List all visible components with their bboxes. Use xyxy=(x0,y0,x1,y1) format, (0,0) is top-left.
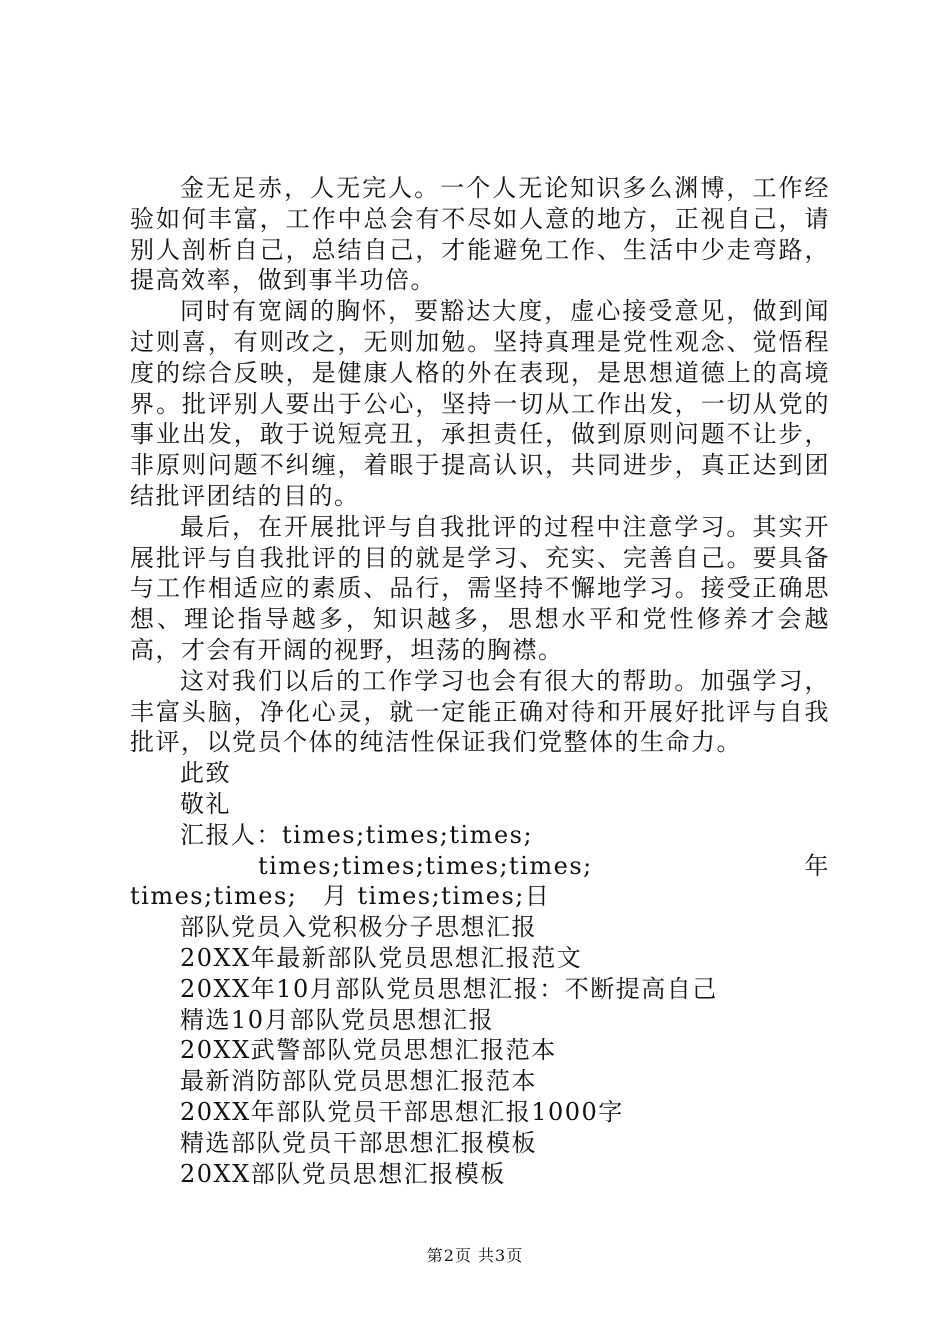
related-link-4[interactable]: 精选10月部队党员思想汇报 xyxy=(180,1005,495,1034)
paragraph-2: 同时有宽阔的胸怀，要豁达大度，虚心接受意见，做到闻过则喜，有则改之，无则加勉。坚持真理是党性观念、觉悟程度的综合反映，是健康人格的外在表现，是思想道德上的高境界。批评别人要出于公心，坚持一切从工作出发，一切从党的事业出发，敢于说短亮丑，承担责任，做到原则问题不让步，非原则问题不纠缠，着眼于提高认识，共同进步，真正达到团结批评团结的目的。 xyxy=(130,297,830,510)
related-link-9[interactable]: 20XX部队党员思想汇报模板 xyxy=(180,1159,506,1188)
date-line: times;times;times;times; 年 times;times; 月 times;times;日 xyxy=(130,851,856,911)
reporter-line: 汇报人：times;times;times; xyxy=(180,820,534,849)
document-body xyxy=(130,173,856,1189)
paragraph-3: 最后，在开展批评与自我批评的过程中注意学习。其实开展批评与自我批评的目的就是学习、充实、完善自己。要具备与工作相适应的素质、品行，需坚持不懈地学习。接受正确思想、理论指导越多，知识越多，思想水平和党性修养才会越高，才会有开阔的视野，坦荡的胸襟。 xyxy=(130,512,830,664)
related-link-1[interactable]: 部队党员入党积极分子思想汇报 xyxy=(180,913,537,942)
related-link-2[interactable]: 20XX年最新部队党员思想汇报范文 xyxy=(180,943,583,972)
paragraph-1: 金无足赤，人无完人。一个人无论知识多么渊博，工作经验如何丰富，工作中总会有不尽如人意的地方，正视自己，请别人剖析自己，总结自己，才能避免工作、生活中少走弯路，提高效率，做到事半功倍。 xyxy=(130,174,830,295)
salutation-jingli: 敬礼 xyxy=(180,789,231,818)
related-link-6[interactable]: 最新消防部队党员思想汇报范本 xyxy=(180,1067,537,1096)
related-link-8[interactable]: 精选部队党员干部思想汇报模板 xyxy=(180,1128,537,1157)
page-footer: 第2页 共3页 xyxy=(426,1246,524,1265)
related-link-7[interactable]: 20XX年部队党员干部思想汇报1000字 xyxy=(180,1097,624,1126)
related-link-3[interactable]: 20XX年10月部队党员思想汇报：不断提高自己 xyxy=(180,974,718,1003)
paragraph-4: 这对我们以后的工作学习也会有很大的帮助。加强学习，丰富头脑，净化心灵，就一定能正确对待和开展好批评与自我批评，以党员个体的纯洁性保证我们党整体的生命力。 xyxy=(130,666,830,757)
salutation-cizhi: 此致 xyxy=(180,759,231,788)
related-link-5[interactable]: 20XX武警部队党员思想汇报范本 xyxy=(180,1036,557,1065)
